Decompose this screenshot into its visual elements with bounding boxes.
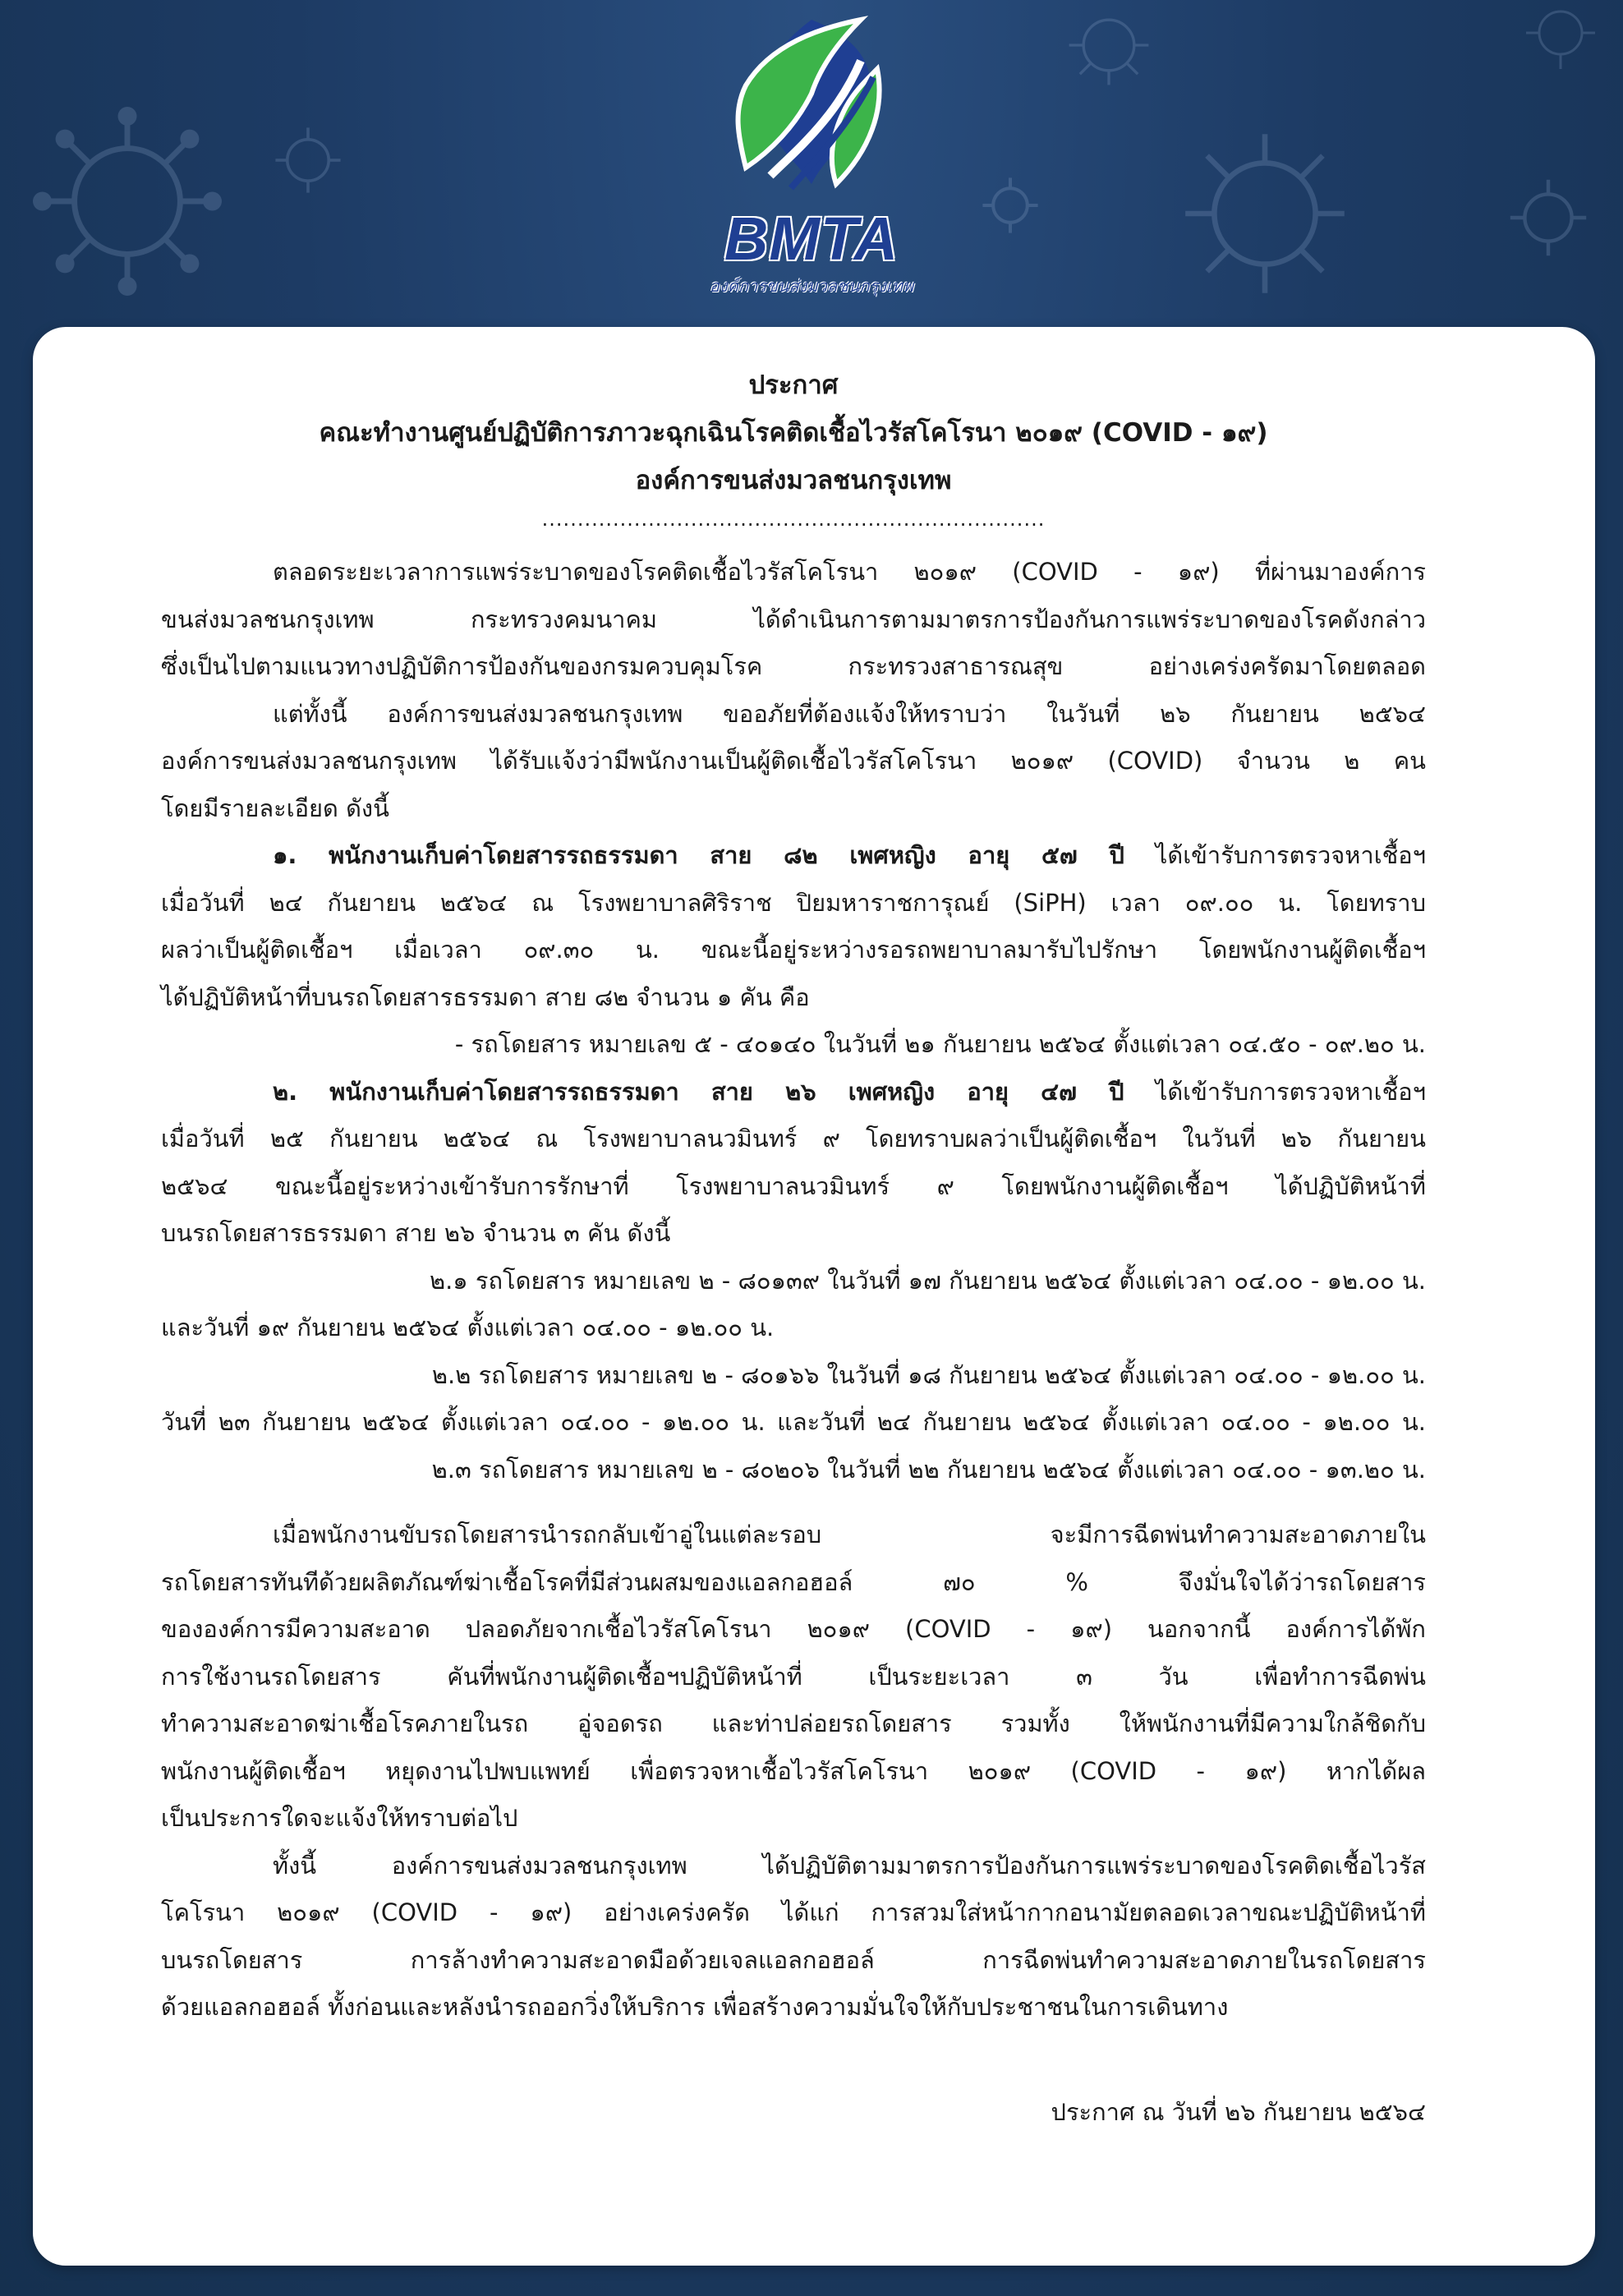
case-1-bus: - รถโดยสาร หมายเลข ๕ - ๔๐๑๔๐ ในวันที่ ๒๑ กันยายน ๒๕๖๔ ตั้งแต่เวลา ๐๔.๕๐ - ๐๙.๒๐ น. [454, 1030, 1426, 1058]
paragraph-line: พนักงานผู้ติดเชื้อฯ หยุดงานไปพบแพทย์ เพื่อตรวจหาเชื้อไวรัสโคโรนา ๒๐๑๙ (COVID - ๑๙) หากได้ผล [161, 1756, 1426, 1785]
paragraph-line: ขนส่งมวลชนกรุงเทพ กระทรวงคมนาคม ได้ดำเนินการตามมาตรการป้องกันการแพร่ระบาดของโรคดังกล่าว [161, 605, 1426, 633]
paragraph-line: เมื่อพนักงานขับรถโดยสารนำรถกลับเข้าอู่ในแต่ละรอบ จะมีการฉีดพ่นทำความสะอาดภายใน [273, 1521, 1426, 1548]
logo-text: BMTA [724, 205, 899, 273]
paragraph-line: การใช้งานรถโดยสาร คันที่พนักงานผู้ติดเชื้อฯปฏิบัติหน้าที่ เป็นระยะเวลา ๓ วัน เพื่อทำการฉีดพ่น [161, 1662, 1426, 1691]
paragraph-line: รถโดยสารทันทีด้วยผลิตภัณฑ์ฆ่าเชื้อโรคที่มีส่วนผสมของแอลกอฮอล์ ๗๐ % จึงมั่นใจได้ว่ารถโดยสาร [161, 1567, 1426, 1596]
announcement-content [161, 361, 1426, 2136]
case-2-bus-3: ๒.๓ รถโดยสาร หมายเลข ๒ - ๘๐๒๐๖ ในวันที่ ๒๒ กันยายน ๒๕๖๔ ตั้งแต่เวลา ๐๔.๐๐ - ๑๓.๒๐ น. [431, 1455, 1426, 1484]
case-2-title: ๒. พนักงานเก็บค่าโดยสารรถธรรมดา สาย ๒๖ เพศหญิง อายุ ๔๗ ปี [273, 1077, 1124, 1106]
divider-dots: ....................................................................... [541, 508, 1046, 531]
paragraph-line: ทั้งนี้ องค์การขนส่งมวลชนกรุงเทพ ได้ปฏิบัติตามมาตรการป้องกันการแพร่ระบาดของโรคติดเชื้อไวรัส [273, 1851, 1426, 1880]
paragraph-line: ทำความสะอาดฆ่าเชื้อโรคภายในรถ อู่จอดรถ และท่าปล่อยรถโดยสาร รวมทั้ง ให้พนักงานที่มีความใกล้ชิดกับ [161, 1709, 1426, 1737]
paragraph-line: ตลอดระยะเวลาการแพร่ระบาดของโรคติดเชื้อไวรัสโคโรนา ๒๐๑๙ (COVID - ๑๙) ที่ผ่านมาองค์การ [273, 558, 1426, 586]
announcement-date: ประกาศ ณ วันที่ ๒๖ กันยายน ๒๕๖๔ [1051, 2097, 1426, 2126]
virus-icon [271, 123, 345, 197]
paragraph-line: โคโรนา ๒๐๑๙ (COVID - ๑๙) อย่างเคร่งครัด ได้แก่ การสวมใส่หน้ากากอนามัยตลอดเวลาขณะปฏิบัติหน้าที่ [161, 1898, 1426, 1926]
paragraph-line: ด้วยแอลกอฮอล์ ทั้งก่อนและหลังนำรถออกวิ่งให้บริการ เพื่อสร้างความมั่นใจให้กับประชาชนในการเดินทาง [161, 1993, 1229, 2021]
paragraph-line: เมื่อวันที่ ๒๕ กันยายน ๒๕๖๔ ณ โรงพยาบาลนวมินทร์ ๙ โดยทราบผลว่าเป็นผู้ติดเชื้อฯ ในวันที่ ๒๖ กันยายน [161, 1125, 1426, 1153]
organization-name: องค์การขนส่งมวลชนกรุงเทพ [635, 466, 952, 495]
virus-icon [33, 107, 222, 296]
case-2-bus-1: ๒.๑ รถโดยสาร หมายเลข ๒ - ๘๐๑๓๙ ในวันที่ ๑๗ กันยายน ๒๕๖๔ ตั้งแต่เวลา ๐๔.๐๐ - ๑๒.๐๐ น. [429, 1266, 1426, 1295]
paragraph-line: เป็นประการใดจะแจ้งให้ทราบต่อไป [161, 1804, 518, 1832]
case-2-rest: ได้เข้ารับการตรวจหาเชื้อฯ [1124, 1077, 1426, 1106]
logo-subtext: องค์การขนส่งมวลชนกรุงเทพ [709, 276, 914, 296]
case-2-bus-2-cont: วันที่ ๒๓ กันยายน ๒๕๖๔ ตั้งแต่เวลา ๐๔.๐๐ - ๑๒.๐๐ น. และวันที่ ๒๔ กันยายน ๒๕๖๔ ตั้งแต่เวลา ๐๔.๐๐ - ๑๒.๐๐ น. [161, 1408, 1426, 1436]
announcement-heading: ประกาศ [748, 370, 839, 400]
case-1-title: ๑. พนักงานเก็บค่าโดยสารรถธรรมดา สาย ๘๒ เพศหญิง อายุ ๕๗ ปี [273, 841, 1124, 869]
paragraph-line: บนรถโดยสารธรรมดา สาย ๒๖ จำนวน ๓ คัน ดังนี้ [161, 1219, 671, 1247]
virus-icon [1511, 0, 1610, 82]
paragraph-line: องค์การขนส่งมวลชนกรุงเทพ ได้รับแจ้งว่ามีพนักงานเป็นผู้ติดเชื้อไวรัสโคโรนา ๒๐๑๙ (COVID) จำนวน ๒ คน [161, 747, 1426, 775]
paragraph-line: ขององค์การมีความสะอาด ปลอดภัยจากเชื้อไวรัสโคโรนา ๒๐๑๙ (COVID - ๑๙) นอกจากนี้ องค์การได้พัก [161, 1615, 1426, 1643]
paragraph-line: โดยมีรายละเอียด ดังนี้ [161, 794, 389, 822]
paragraph-line: บนรถโดยสาร การล้างทำความสะอาดมือด้วยเจลแอลกอฮอล์ การฉีดพ่นทำความสะอาดภายในรถโดยสาร [161, 1945, 1426, 1974]
case-1-line [161, 832, 1426, 880]
committee-title: คณะทำงานศูนย์ปฏิบัติการภาวะฉุกเฉินโรคติดเชื้อไวรัสโคโรนา ๒๐๑๙ (COVID - ๑๙) [319, 418, 1268, 448]
case-2-bus-1-cont: และวันที่ ๑๙ กันยายน ๒๕๖๔ ตั้งแต่เวลา ๐๔.๐๐ - ๑๒.๐๐ น. [161, 1314, 775, 1341]
virus-icon [1503, 173, 1593, 263]
paragraph-line: เมื่อวันที่ ๒๔ กันยายน ๒๕๖๔ ณ โรงพยาบาลศิริราช ปิยมหาราชการุณย์ (SiPH) เวลา ๐๙.๐๐ น. โดยทราบ [161, 888, 1426, 917]
case-2-bus-2: ๒.๒ รถโดยสาร หมายเลข ๒ - ๘๐๑๖๖ ในวันที่ ๑๘ กันยายน ๒๕๖๔ ตั้งแต่เวลา ๐๔.๐๐ - ๑๒.๐๐ น. [431, 1360, 1426, 1389]
virus-icon [977, 173, 1043, 238]
virus-icon [1051, 0, 1166, 90]
case-2-line [161, 1069, 1426, 1116]
paragraph-line: ๒๕๖๔ ขณะนี้อยู่ระหว่างเข้ารับการรักษาที่ โรงพยาบาลนวมินทร์ ๙ โดยพนักงานผู้ติดเชื้อฯ ได้ปฏิบัติหน้าที่ [161, 1171, 1426, 1200]
virus-icon [1175, 123, 1355, 304]
paragraph-line: ได้ปฏิบัติหน้าที่บนรถโดยสารธรรมดา สาย ๘๒ จำนวน ๑ คัน คือ [161, 982, 810, 1011]
paragraph-line: แต่ทั้งนี้ องค์การขนส่งมวลชนกรุงเทพ ขออภัยที่ต้องแจ้งให้ทราบว่า ในวันที่ ๒๖ กันยายน ๒๕๖๔ [273, 699, 1426, 728]
paragraph-line: ผลว่าเป็นผู้ติดเชื้อฯ เมื่อเวลา ๐๙.๓๐ น. ขณะนี้อยู่ระหว่างรอรถพยาบาลมารับไปรักษา โดยพนักงานผู้ติดเชื้อฯ [161, 936, 1426, 964]
case-1-rest: ได้เข้ารับการตรวจหาเชื้อฯ [1124, 841, 1426, 869]
bmta-logo-icon [713, 12, 910, 225]
paragraph-line: ซึ่งเป็นไปตามแนวทางปฏิบัติการป้องกันของกรมควบคุมโรค กระทรวงสาธารณสุข อย่างเคร่งครัดมาโดยตลอด [161, 652, 1426, 680]
